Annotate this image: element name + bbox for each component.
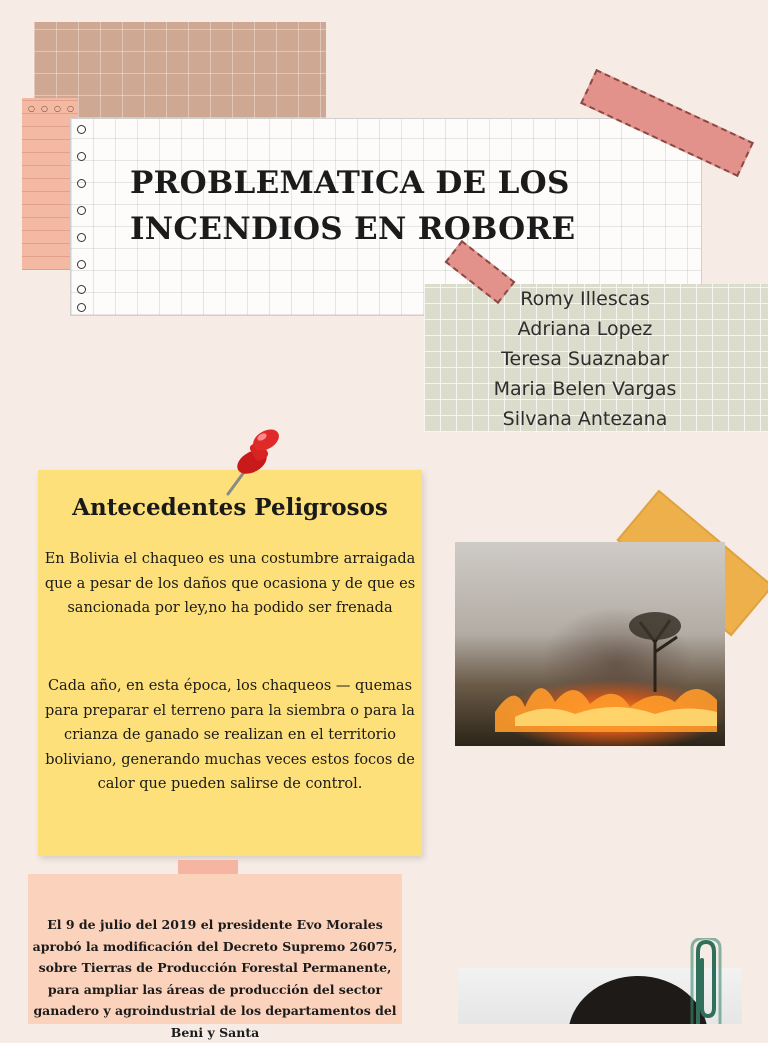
antecedentes-heading: Antecedentes Peligrosos xyxy=(72,494,388,521)
author-name: Teresa Suaznabar xyxy=(501,348,669,370)
wildfire-photo xyxy=(455,542,725,746)
decreto-text: El 9 de julio del 2019 el presidente Evo Morales aprobó la modificación del Decreto Supremo 26075, sobre Tierras de Producción Forestal Permanente, para ampliar las áreas de producción del sector ganadero y agroindustrial de los departamentos del Beni y Santa xyxy=(32,917,398,1040)
title-line-2: INCENDIOS EN ROBORE xyxy=(130,211,576,247)
antecedentes-note xyxy=(38,470,422,856)
author-name: Adriana Lopez xyxy=(517,318,653,340)
authors-list xyxy=(460,284,710,434)
paperclip-icon xyxy=(686,938,726,1024)
pushpin-icon xyxy=(222,428,282,498)
author-name: Romy Illescas xyxy=(520,288,650,310)
author-name: Maria Belen Vargas xyxy=(493,378,677,400)
page-title xyxy=(130,160,670,252)
title-line-1: PROBLEMATICA DE LOS xyxy=(130,165,570,201)
antecedentes-paragraph-1: En Bolivia el chaqueo es una costumbre arraigada que a pesar de los daños que ocasiona y de que es sancionada por ley,no ha podido ser frenada xyxy=(44,551,416,616)
author-name: Silvana Antezana xyxy=(502,408,668,430)
antecedentes-paragraph-2: Cada año, en esta época, los chaqueos — quemas para preparar el terreno para la siembra o para la crianza de ganado se realizan en el territorio boliviano, generando muchas veces estos focos de calor que pueden salirse de control. xyxy=(45,678,415,792)
notepad-decoration: ○○○○ xyxy=(22,98,78,270)
